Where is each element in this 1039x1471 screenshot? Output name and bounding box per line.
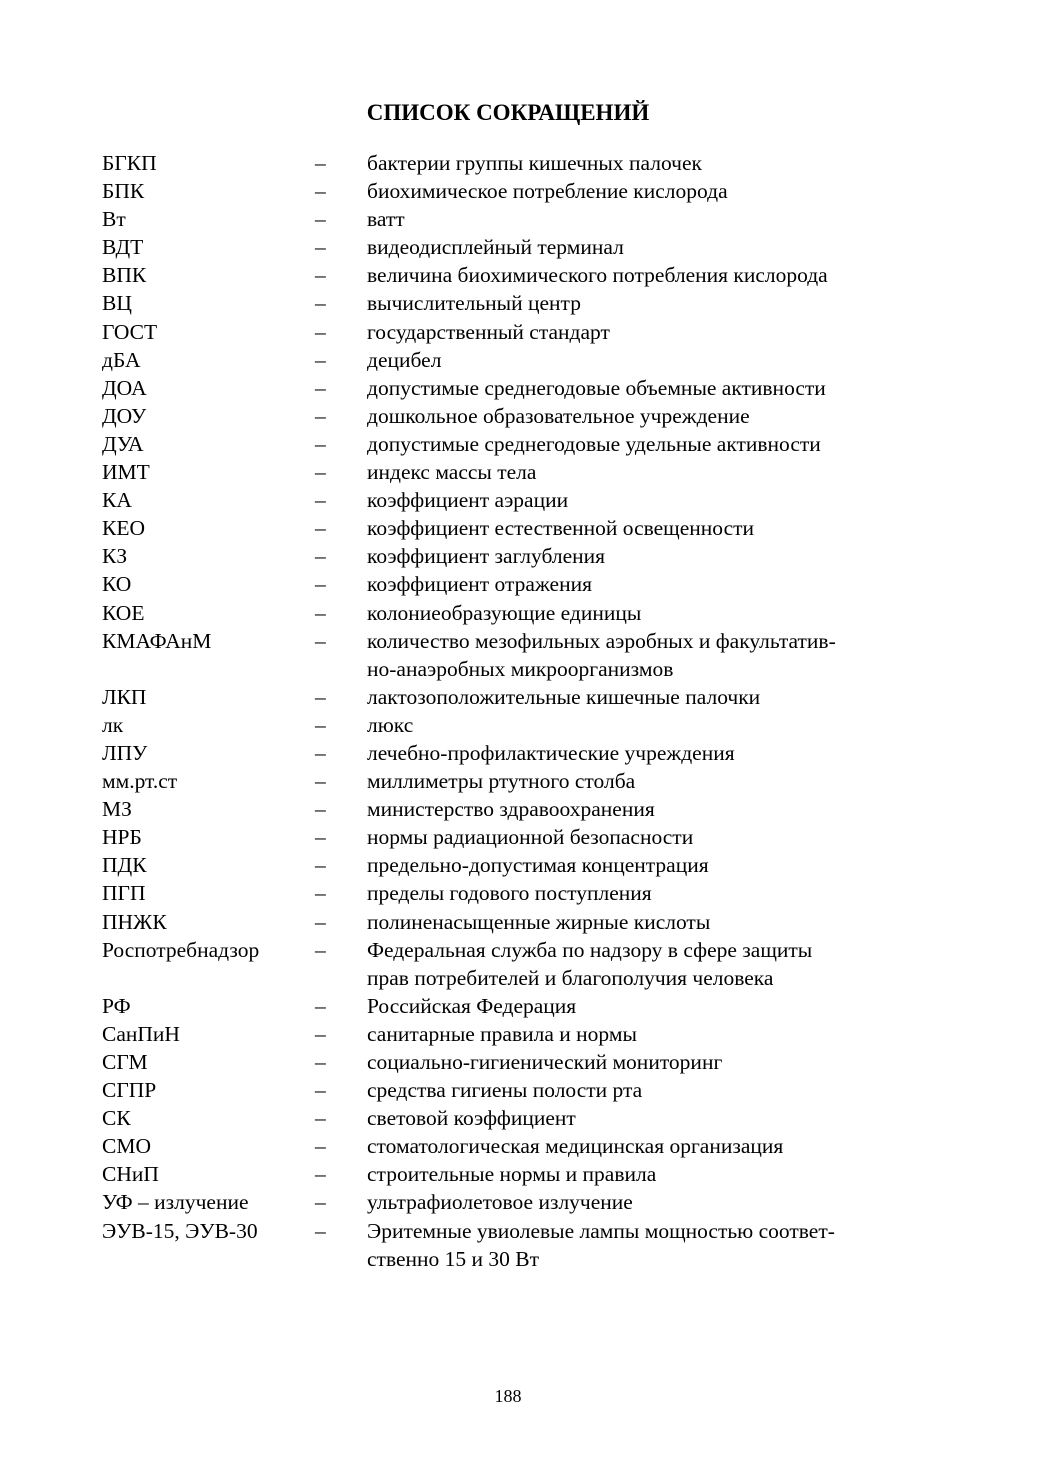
abbreviation-dash: – <box>315 291 326 316</box>
abbreviation-definition <box>367 1048 942 1076</box>
definition-line: световой коэффициент <box>367 1106 576 1131</box>
definition-line: допустимые среднегодовые удельные активности <box>367 431 821 456</box>
definition-line: децибел <box>367 347 442 372</box>
abbreviation-definition <box>367 1188 942 1216</box>
abbreviation-definition <box>367 767 942 795</box>
abbreviation-dash: – <box>315 937 326 962</box>
abbreviation-definition <box>367 486 942 514</box>
abbreviation-row <box>102 879 942 907</box>
abbreviation-definition <box>367 823 942 851</box>
definition-line: дошкольное образовательное учреждение <box>367 403 750 428</box>
definition-line: количество мезофильных аэробных и факультатив- <box>367 628 836 653</box>
abbreviation-row <box>102 823 942 851</box>
abbreviation-term: ГОСТ <box>102 319 158 344</box>
definition-line: средства гигиены полости рта <box>367 1078 643 1103</box>
abbreviation-row <box>102 1076 942 1104</box>
abbreviation-dash: – <box>315 684 326 709</box>
abbreviation-dash: – <box>315 993 326 1018</box>
abbreviation-definition <box>367 289 942 317</box>
definition-line: вычислительный центр <box>367 291 581 316</box>
abbreviation-dash: – <box>315 825 326 850</box>
abbreviation-dash: – <box>315 179 326 204</box>
abbreviation-definition <box>367 458 942 486</box>
abbreviation-definition <box>367 1217 942 1273</box>
abbreviation-dash: – <box>315 628 326 653</box>
abbreviation-term: МЗ <box>102 797 132 822</box>
abbreviation-definition <box>367 908 942 936</box>
abbreviation-dash: – <box>315 1162 326 1187</box>
abbreviation-row <box>102 374 942 402</box>
abbreviation-definition <box>367 1020 942 1048</box>
abbreviation-definition <box>367 627 942 683</box>
abbreviation-row <box>102 739 942 767</box>
abbreviation-dash: – <box>315 403 326 428</box>
abbreviation-term: КОЕ <box>102 600 145 625</box>
abbreviation-term: РФ <box>102 993 131 1018</box>
definition-line: Российская Федерация <box>367 993 577 1018</box>
abbreviation-row <box>102 1217 942 1273</box>
definition-line: Эритемные увиолевые лампы мощностью соответ- <box>367 1218 835 1243</box>
abbreviation-term: Роспотребнадзор <box>102 937 260 962</box>
definition-line: ультрафиолетовое излучение <box>367 1190 633 1215</box>
abbreviation-row <box>102 205 942 233</box>
abbreviation-row <box>102 683 942 711</box>
abbreviation-row <box>102 570 942 598</box>
abbreviation-term: СГМ <box>102 1050 148 1074</box>
definition-line: бактерии группы кишечных палочек <box>367 151 702 175</box>
definition-line: Федеральная служба по надзору в сфере защиты <box>367 937 813 962</box>
abbreviation-definition <box>367 1160 942 1188</box>
abbreviation-dash: – <box>315 431 326 456</box>
abbreviation-row <box>102 711 942 739</box>
definition-continuation-line: прав потребителей и благополучия человека <box>367 965 774 990</box>
abbreviation-row <box>102 289 942 317</box>
abbreviation-definition <box>367 879 942 907</box>
abbreviation-row <box>102 233 942 261</box>
definition-line: лечебно-профилактические учреждения <box>367 740 735 765</box>
abbreviation-definition <box>367 402 942 430</box>
abbreviation-definition <box>367 374 942 402</box>
abbreviation-definition <box>367 318 942 346</box>
abbreviation-definition <box>367 1132 942 1160</box>
abbreviation-dash: – <box>315 207 326 232</box>
abbreviation-dash: – <box>315 1134 326 1159</box>
abbreviation-term: Вт <box>102 207 126 232</box>
abbreviation-term: КА <box>102 488 132 513</box>
definition-line: биохимическое потребление кислорода <box>367 179 728 204</box>
abbreviation-term: БПК <box>102 179 145 204</box>
abbreviation-row <box>102 1160 942 1188</box>
abbreviation-dash: – <box>315 1021 326 1046</box>
abbreviation-row <box>102 599 942 627</box>
abbreviation-dash: – <box>315 1050 326 1074</box>
definition-continuation-line: ственно 15 и 30 Вт <box>367 1246 540 1271</box>
abbreviation-dash: – <box>315 488 326 513</box>
abbreviation-definition <box>367 205 942 233</box>
abbreviation-definition <box>367 570 942 598</box>
abbreviation-dash: – <box>315 572 326 597</box>
abbreviation-dash: – <box>315 600 326 625</box>
abbreviation-definition <box>367 851 942 879</box>
abbreviation-term: лк <box>102 712 124 737</box>
abbreviation-dash: – <box>315 1106 326 1131</box>
abbreviation-term: НРБ <box>102 825 142 850</box>
abbreviation-definition <box>367 346 942 374</box>
abbreviation-dash: – <box>315 516 326 541</box>
definition-line: величина биохимического потребления кислорода <box>367 263 828 288</box>
abbreviation-term: ПГП <box>102 881 146 906</box>
abbreviation-row <box>102 1132 942 1160</box>
abbreviation-definition <box>367 430 942 458</box>
abbreviation-definition <box>367 1076 942 1104</box>
abbreviation-row <box>102 458 942 486</box>
abbreviation-list <box>102 149 942 1273</box>
definition-line: коэффициент естественной освещенности <box>367 516 755 541</box>
abbreviation-term: ДУА <box>102 431 144 456</box>
abbreviation-definition <box>367 683 942 711</box>
abbreviation-row <box>102 1020 942 1048</box>
abbreviation-row <box>102 514 942 542</box>
definition-line: лактозоположительные кишечные палочки <box>367 684 761 709</box>
abbreviation-definition <box>367 795 942 823</box>
definition-line: пределы годового поступления <box>367 881 652 906</box>
abbreviation-term: ПДК <box>102 853 147 878</box>
abbreviation-row <box>102 936 942 992</box>
abbreviation-row <box>102 627 942 683</box>
definition-line: люкс <box>367 712 414 737</box>
definition-line: нормы радиационной безопасности <box>367 825 694 850</box>
abbreviation-definition <box>367 739 942 767</box>
abbreviation-row <box>102 992 942 1020</box>
abbreviation-row <box>102 402 942 430</box>
abbreviation-term: ЛПУ <box>102 740 148 765</box>
abbreviation-term: ВЦ <box>102 291 132 316</box>
abbreviation-term: КЕО <box>102 516 145 541</box>
definition-line: видеодисплейный терминал <box>367 235 624 260</box>
abbreviation-term: СГПР <box>102 1078 157 1103</box>
abbreviation-dash: – <box>315 853 326 878</box>
definition-line: полиненасыщенные жирные кислоты <box>367 909 711 934</box>
abbreviation-definition <box>367 936 942 992</box>
abbreviation-dash: – <box>315 347 326 372</box>
abbreviation-dash: – <box>315 151 326 175</box>
abbreviation-definition <box>367 992 942 1020</box>
abbreviation-row <box>102 430 942 458</box>
abbreviation-term: ВПК <box>102 263 147 288</box>
abbreviation-dash: – <box>315 319 326 344</box>
abbreviation-definition <box>367 711 942 739</box>
page-number: 188 <box>494 1386 522 1406</box>
abbreviation-row <box>102 346 942 374</box>
definition-line: министерство здравоохранения <box>367 797 655 822</box>
abbreviation-dash: – <box>315 1218 326 1243</box>
definition-line: коэффициент аэрации <box>367 488 569 513</box>
abbreviation-definition <box>367 233 942 261</box>
page-title: СПИСОК СОКРАЩЕНИЙ <box>366 100 650 125</box>
abbreviation-term: СК <box>102 1106 131 1131</box>
definition-line: социально-гигиенический мониторинг <box>367 1050 723 1074</box>
abbreviation-term: КО <box>102 572 132 597</box>
abbreviation-term: УФ – излучение <box>102 1190 249 1215</box>
abbreviation-dash: – <box>315 1078 326 1103</box>
definition-line: допустимые среднегодовые объемные активности <box>367 375 826 400</box>
abbreviation-term: ПНЖК <box>102 909 167 934</box>
abbreviation-term: ДОА <box>102 375 147 400</box>
abbreviation-term: ИМТ <box>102 460 150 485</box>
abbreviation-definition <box>367 514 942 542</box>
definition-line: коэффициент заглубления <box>367 544 606 569</box>
abbreviation-row <box>102 177 942 205</box>
abbreviation-row <box>102 1048 942 1076</box>
definition-continuation-line: но-анаэробных микроорганизмов <box>367 656 674 681</box>
abbreviation-term: КЗ <box>102 544 128 569</box>
abbreviation-row <box>102 1104 942 1132</box>
abbreviation-dash: – <box>315 460 326 485</box>
abbreviation-definition <box>367 542 942 570</box>
abbreviation-row <box>102 851 942 879</box>
abbreviation-row <box>102 908 942 936</box>
abbreviation-row <box>102 261 942 289</box>
definition-line: индекс массы тела <box>367 460 537 485</box>
definition-line: колониеобразующие единицы <box>367 600 642 625</box>
abbreviation-definition <box>367 599 942 627</box>
abbreviation-dash: – <box>315 881 326 906</box>
abbreviation-term: СНиП <box>102 1162 159 1187</box>
abbreviation-term: дБА <box>102 347 141 372</box>
definition-line: миллиметры ртутного столба <box>367 769 636 794</box>
abbreviation-term: ДОУ <box>102 403 147 428</box>
abbreviation-dash: – <box>315 235 326 260</box>
abbreviation-row <box>102 795 942 823</box>
definition-line: стоматологическая медицинская организация <box>367 1134 784 1159</box>
definition-line: коэффициент отражения <box>367 572 592 597</box>
abbreviation-dash: – <box>315 544 326 569</box>
abbreviation-term: БГКП <box>102 151 157 175</box>
definition-line: государственный стандарт <box>367 319 610 344</box>
abbreviation-dash: – <box>315 740 326 765</box>
abbreviation-row <box>102 486 942 514</box>
definition-line: строительные нормы и правила <box>367 1162 657 1187</box>
abbreviation-term: ЭУВ-15, ЭУВ-30 <box>102 1218 258 1243</box>
abbreviation-term: ВДТ <box>102 235 144 260</box>
abbreviation-row <box>102 318 942 346</box>
abbreviation-row <box>102 767 942 795</box>
definition-line: предельно-допустимая концентрация <box>367 853 709 878</box>
abbreviation-definition <box>367 1104 942 1132</box>
abbreviation-dash: – <box>315 909 326 934</box>
abbreviation-dash: – <box>315 375 326 400</box>
abbreviation-dash: – <box>315 1190 326 1215</box>
abbreviation-row <box>102 149 942 177</box>
abbreviation-row <box>102 542 942 570</box>
abbreviation-term: СанПиН <box>102 1021 180 1046</box>
definition-line: ватт <box>367 207 405 232</box>
abbreviation-term: мм.рт.ст <box>102 769 178 794</box>
abbreviation-dash: – <box>315 712 326 737</box>
abbreviation-term: КМАФАнМ <box>102 628 212 653</box>
abbreviation-dash: – <box>315 263 326 288</box>
definition-line: санитарные правила и нормы <box>367 1021 637 1046</box>
abbreviation-term: СМО <box>102 1134 151 1159</box>
abbreviation-definition <box>367 261 942 289</box>
abbreviation-term: ЛКП <box>102 684 147 709</box>
abbreviation-definition <box>367 149 942 177</box>
abbreviation-dash: – <box>315 769 326 794</box>
abbreviation-row <box>102 1188 942 1216</box>
abbreviation-definition <box>367 177 942 205</box>
abbreviation-dash: – <box>315 797 326 822</box>
